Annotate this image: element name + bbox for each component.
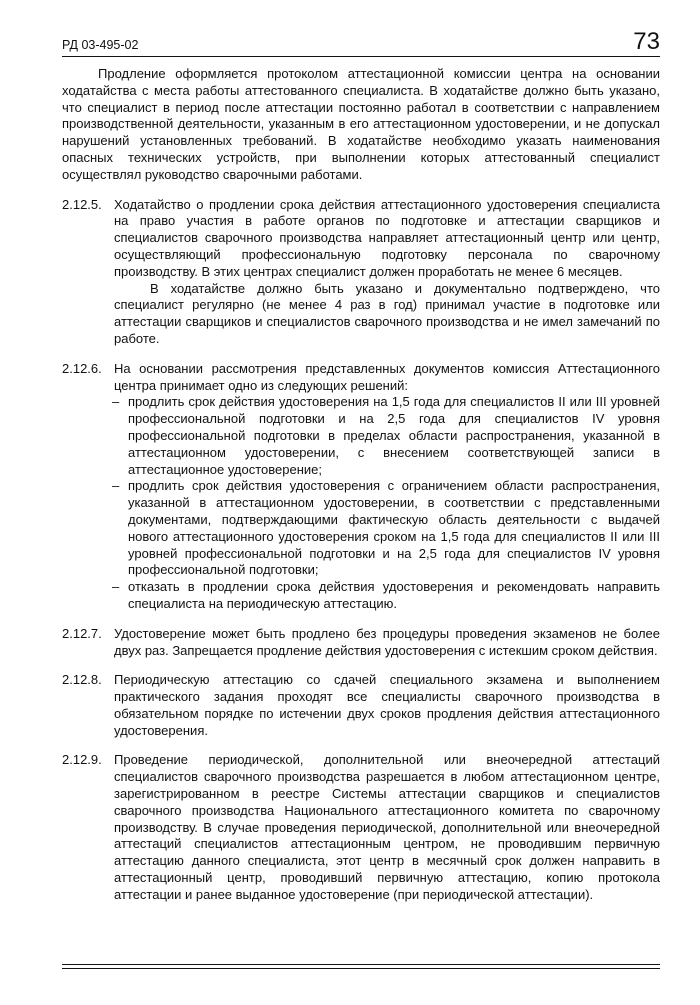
clause-number: 2.12.9. xyxy=(62,752,102,768)
dash-marker: – xyxy=(112,579,120,595)
clause-number: 2.12.6. xyxy=(62,360,102,376)
clause-text: На основании рассмотрения представленных документов комиссия Аттестационного центра принимает одно из следующих решений: xyxy=(114,360,660,393)
document-code: РД 03-495-02 xyxy=(62,38,139,52)
dash-marker: – xyxy=(112,478,120,494)
header-rule xyxy=(62,56,660,57)
intro-paragraph: Продление оформляется протоколом аттестационной комиссии центра на основании ходатайства с места работы аттестованного специалиста. В ходатайстве должно быть указано, что специалист в период после аттестации постоянно работал в соответствии с направлением производственной деятельности, указанным в его аттестационном удостоверении, и не допускал нарушений установленных требований. В ходатайстве необходимо указать наименования опасных технических устройств, при выполнении которых аттестованный специалист осуществлял руководство сварочными работами. xyxy=(62,66,660,182)
decision-list-item xyxy=(112,478,660,579)
clause-2-12-8 xyxy=(62,672,660,739)
clause-number: 2.12.8. xyxy=(62,672,102,688)
footer-double-rule xyxy=(62,964,660,969)
clause-text: Проведение периодической, дополнительной или внеочередной аттестаций специалистов сварочного производства разрешается в любом аттестационном центре, зарегистрированном в реестре Системы аттестации сварщиков и специалистов сварочного производства Национального аттестационного комитета по сварочному производству. В случае проведения периодической, дополнительной или внеочередной аттестаций специалистов аттестационным центром, не проводившим первичную аттестацию данного специалиста, этот центр в месячный срок должен направить в аттестационный центр, проводивший первичную аттестацию, копию протокола аттестации и ранее выданное удостоверение (при периодической аттестации). xyxy=(114,752,660,902)
clause-text: Периодическую аттестацию со сдачей специального экзамена и выполнением практического задания проходят все специалисты сварочного производства в обязательном порядке по истечении двух сроков продления действия аттестационного удостоверения. xyxy=(114,672,660,738)
decision-list-item xyxy=(112,579,660,613)
clause-text: Удостоверение может быть продлено без процедуры проведения экзаменов не более двух раз. Запрещается продление действия удостоверения с истекшим сроком действия. xyxy=(114,625,660,658)
decision-text: продлить срок действия удостоверения на 1,5 года для специалистов II или III уровней профессиональной подготовки и на 2,5 года для специалистов IV уровня профессиональной подготовки в пределах области распространения, указанной в аттестационном удостоверении, с внесением соответствующей записи в аттестационное удостоверение; xyxy=(128,394,660,477)
footer-rule-bottom xyxy=(62,968,660,969)
page-header xyxy=(62,28,660,58)
decision-list-item xyxy=(112,394,660,478)
clause-2-12-5 xyxy=(62,197,660,348)
dash-marker: – xyxy=(112,394,120,410)
clause-text: Ходатайство о продлении срока действия аттестационного удостоверения специалиста на право участия в работе органов по подготовке и аттестации сварщиков и специалистов сварочного производства направляет аттестационный центр или центр, осуществляющий профессиональную подготовку персонала по сварочному производству. В этих центрах специалист должен проработать не менее 6 месяцев. xyxy=(114,196,660,279)
page-number: 73 xyxy=(633,28,660,55)
decision-text: продлить срок действия удостоверения с ограничением области распространения, указанной в аттестационном удостоверении, в соответствии с представленными документами, подтверждающими фактическую область деятельности с выдачей нового аттестационного удостоверения сроком на 1,5 года для специалистов II или III уровней профессиональной подготовки и на 2,5 года для специалистов IV уровня профессиональной подготовки; xyxy=(128,478,660,578)
clause-2-12-6 xyxy=(62,361,660,395)
document-page xyxy=(62,28,660,904)
clause-number: 2.12.7. xyxy=(62,625,102,641)
clause-number: 2.12.5. xyxy=(62,196,102,212)
clause-2-12-7 xyxy=(62,626,660,660)
decision-text: отказать в продлении срока действия удостоверения и рекомендовать направить специалиста на периодическую аттестацию. xyxy=(128,579,660,611)
footer-rule-top xyxy=(62,964,660,965)
clause-extra-text: В ходатайстве должно быть указано и документально подтверждено, что специалист регулярно (не менее 4 раз в год) принимал участие в подготовке или аттестации сварщиков и специалистов сварочного производства и не имел замечаний по работе. xyxy=(114,280,660,346)
clause-2-12-9 xyxy=(62,752,660,903)
